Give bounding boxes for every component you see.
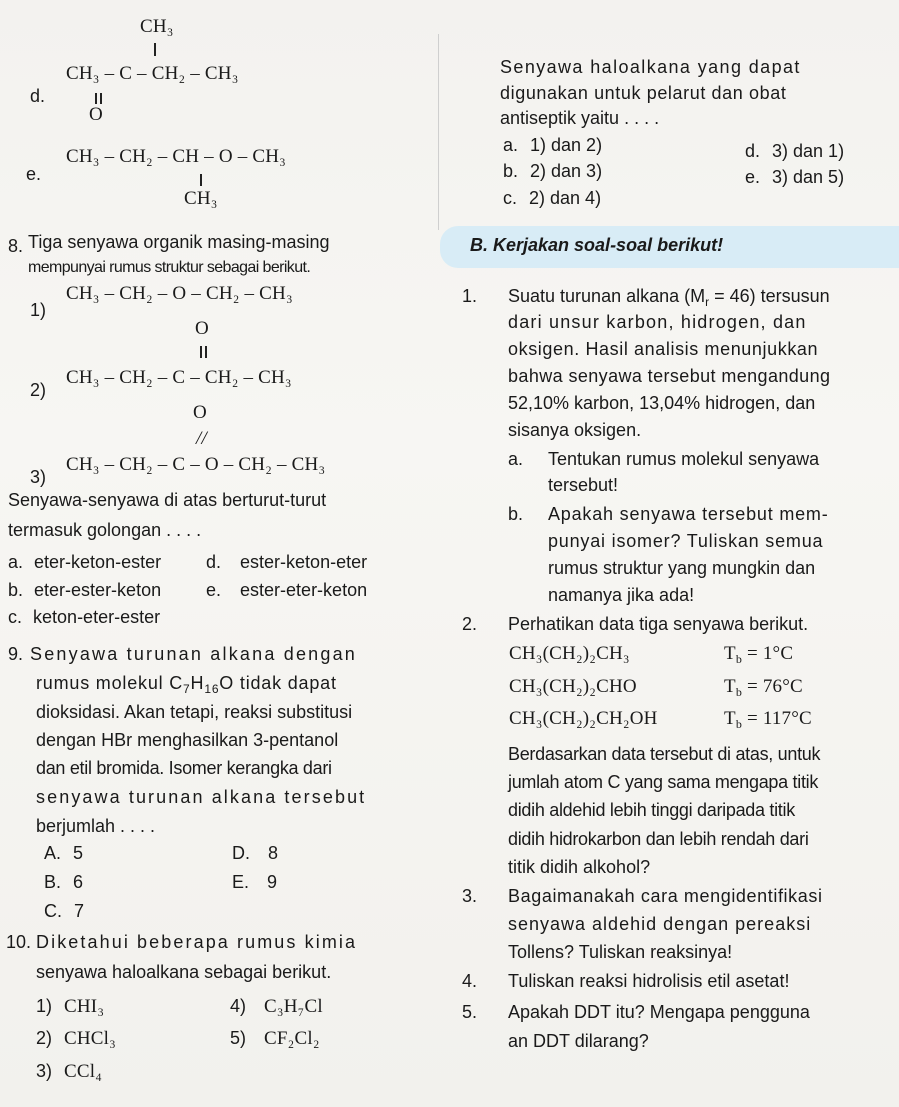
q8-option-c-letter: c. [8, 607, 23, 627]
q10-option-a-letter: a. [503, 135, 519, 155]
q10-item-5 [230, 1028, 320, 1050]
e2-line3: jumlah atom C yang sama mengapa titik [508, 772, 819, 792]
q10-item-1-number: 1) [36, 996, 53, 1016]
q9-option-b-text: 6 [73, 872, 84, 892]
e1-line4: bahwa senyawa tersebut mengandung [508, 366, 831, 386]
e4-line1: Tuliskan reaksi hidrolisis etil asetat! [508, 971, 790, 991]
q9-line5: dan etil bromida. Isomer kerangka dari [36, 758, 332, 778]
q10-item-1-formula: CHI₃ [64, 996, 105, 1017]
q8-s1-formula: CH₃ – CH₂ – O – CH₂ – CH₃ [66, 283, 293, 304]
section-b-banner [440, 226, 899, 268]
q10-item-4-formula: C₃H₇Cl [264, 996, 323, 1017]
q10-number: 10. [6, 932, 32, 952]
q9-line2-part-a: rumus molekul C [36, 673, 184, 693]
e2-row1-formula: CH₃(CH₂)₂CH₃ [509, 643, 630, 664]
q10-item-1 [36, 996, 104, 1018]
q8-option-a-text: eter-keton-ester [34, 552, 162, 572]
q9-option-e-text: 9 [267, 872, 278, 892]
q8-option-b-text: eter-ester-keton [34, 580, 162, 600]
q7-d-vertical-bond [154, 43, 156, 56]
q8-option-e[interactable] [206, 580, 367, 601]
q10-line1: Diketahui beberapa rumus kimia [36, 932, 358, 952]
q9-option-e[interactable] [232, 872, 277, 893]
q9-number: 9. [8, 644, 24, 664]
e3-number: 3. [462, 886, 478, 906]
q10-option-c[interactable] [503, 188, 601, 209]
q10-option-c-letter: c. [503, 188, 518, 208]
q8-option-b[interactable] [8, 580, 161, 601]
q7-d-main-chain: CH₃ – C – CH₂ – CH₃ [66, 63, 239, 84]
q9-option-c-text: 7 [74, 901, 85, 921]
q10-option-b[interactable] [503, 161, 602, 182]
e1-b-line2: punyai isomer? Tuliskan semua [548, 531, 824, 551]
e1-b-line1: Apakah senyawa tersebut mem- [548, 504, 829, 524]
q10-option-b-text: 2) dan 3) [530, 161, 603, 181]
q8-question-line1: Senyawa-senyawa di atas berturut-turut [8, 490, 327, 510]
e2-row1-boiling-point: $T_b = 1^\circ C$ [724, 643, 794, 666]
q10-item-4 [230, 996, 323, 1018]
q7-option-e-letter: e. [26, 164, 42, 184]
q9-line2-sub-carbon: 7 [183, 682, 191, 696]
q10-cont-line3: antiseptik yaitu . . . . [500, 108, 660, 128]
q8-s2-number: 2) [30, 380, 47, 400]
e1-number: 1. [462, 286, 478, 306]
e4-number: 4. [462, 971, 478, 991]
q9-line6: senyawa turunan alkana tersebut [36, 787, 367, 807]
q7-e-vertical-bond [200, 174, 202, 186]
e2-row3-formula: CH₃(CH₂)₂CH₂OH [509, 708, 658, 729]
e2-row2-boiling-point: $T_b = 76^\circ C$ [724, 676, 803, 699]
e1-a-line1: Tentukan rumus molekul senyawa [548, 449, 820, 469]
q8-s2-double-bond-a [200, 346, 202, 358]
q9-option-b[interactable] [44, 872, 83, 893]
e1-line1-sub: r [705, 295, 710, 309]
e1-b-label: b. [508, 504, 524, 524]
e3-line1: Bagaimanakah cara mengidentifikasi [508, 886, 823, 906]
q8-option-a[interactable] [8, 552, 161, 573]
e3-line3: Tollens? Tuliskan reaksinya! [508, 942, 733, 962]
q9-line4: dengan HBr menghasilkan 3-pentanol [36, 730, 339, 750]
q8-s3-oxygen: O [193, 402, 207, 423]
e5-number: 5. [462, 1002, 478, 1022]
q10-cont-line2: digunakan untuk pelarut dan obat [500, 83, 787, 103]
q9-line2-sub-hydrogen: 16 [204, 682, 220, 696]
q10-option-c-text: 2) dan 4) [529, 188, 602, 208]
q9-line1: Senyawa turunan alkana dengan [30, 644, 358, 664]
q9-line2 [36, 673, 337, 696]
q9-option-a[interactable] [44, 843, 83, 864]
q10-option-e-text: 3) dan 5) [772, 167, 845, 187]
e2-line5: didih hidrokarbon dan lebih rendah dari [508, 829, 809, 849]
q9-option-c-letter: C. [44, 901, 62, 921]
e1-line1-part-b: = 46) tersusun [709, 286, 830, 306]
q9-line3: dioksidasi. Akan tetapi, reaksi substitusi [36, 702, 353, 722]
q8-option-c[interactable] [8, 607, 160, 628]
q8-number: 8. [8, 236, 24, 256]
e1-a-label: a. [508, 449, 524, 469]
q8-option-c-text: keton-eter-ester [33, 607, 161, 627]
q9-option-c[interactable] [44, 901, 84, 922]
q8-s2-formula: CH₃ – CH₂ – C – CH₂ – CH₃ [66, 367, 292, 388]
section-b-heading: B. Kerjakan soal-soal berikut! [470, 235, 724, 255]
e1-line1-part-a: Suatu turunan alkana (M [508, 286, 706, 306]
q9-option-a-text: 5 [73, 843, 84, 863]
q8-option-e-text: ester-eter-keton [240, 580, 368, 600]
q10-option-d-text: 3) dan 1) [772, 141, 845, 161]
e2-line6: titik didih alkohol? [508, 857, 651, 877]
e2-line1: Perhatikan data tiga senyawa berikut. [508, 614, 809, 634]
q10-option-e[interactable] [745, 167, 844, 188]
q8-option-a-letter: a. [8, 552, 24, 572]
q7-e-main-chain: CH₃ – CH₂ – CH – O – CH₃ [66, 146, 286, 167]
q10-cont-line1: Senyawa haloalkana yang dapat [500, 57, 801, 77]
e2-number: 2. [462, 614, 478, 634]
q8-option-d[interactable] [206, 552, 367, 573]
q10-option-e-letter: e. [745, 167, 761, 187]
q10-item-5-formula: CF₂Cl₂ [264, 1028, 320, 1049]
q10-item-3-number: 3) [36, 1061, 53, 1081]
q10-option-d[interactable] [745, 141, 844, 162]
q8-s2-double-bond-b [205, 346, 207, 358]
e1-line5: 52,10% karbon, 13,04% hidrogen, dan [508, 393, 816, 413]
q10-item-3-formula: CCl₄ [64, 1061, 103, 1082]
e1-b-line3: rumus struktur yang mungkin dan [548, 558, 816, 578]
e2-line4: didih aldehid lebih tinggi daripada titik [508, 800, 795, 820]
q10-option-a-text: 1) dan 2) [530, 135, 603, 155]
e1-b-line4: namanya jika ada! [548, 585, 695, 605]
q10-item-2-formula: CHCl₃ [64, 1028, 116, 1049]
e1-a-line2: tersebut! [548, 475, 619, 495]
e2-row2-formula: CH₃(CH₂)₂CHO [509, 676, 637, 697]
q10-line2: senyawa haloalkana sebagai berikut. [36, 962, 332, 982]
q10-item-2-number: 2) [36, 1028, 53, 1048]
e1-line2: dari unsur karbon, hidrogen, dan [508, 312, 807, 332]
q9-option-d-text: 8 [268, 843, 279, 863]
q10-item-4-number: 4) [230, 996, 247, 1016]
q10-option-d-letter: d. [745, 141, 761, 161]
q8-option-e-letter: e. [206, 580, 222, 600]
q9-line2-part-c: O tidak dapat [219, 673, 337, 693]
q8-stem-line2: mempunyai rumus struktur sebagai berikut. [28, 259, 311, 276]
e1-line3: oksigen. Hasil analisis menunjukkan [508, 339, 819, 359]
e1-line1 [508, 286, 830, 309]
q9-option-d[interactable] [232, 843, 278, 864]
q8-option-d-letter: d. [206, 552, 222, 572]
q9-line7: berjumlah . . . . [36, 816, 156, 836]
e2-row3-boiling-point: $T_b = 117^\circ C$ [724, 708, 812, 731]
q10-option-a[interactable] [503, 135, 602, 156]
q8-s3-number: 3) [30, 467, 47, 487]
q9-option-d-letter: D. [232, 843, 250, 863]
q8-s2-oxygen: O [195, 318, 209, 339]
q8-question-line2: termasuk golongan . . . . [8, 520, 202, 540]
e5-line2: an DDT dilarang? [508, 1031, 649, 1051]
q9-option-b-letter: B. [44, 872, 62, 892]
q10-item-3 [36, 1061, 102, 1083]
q9-option-e-letter: E. [232, 872, 250, 892]
e2-line2: Berdasarkan data tersebut di atas, untuk [508, 744, 821, 764]
q7-d-carbonyl-oxygen: O [89, 104, 103, 125]
q10-option-b-letter: b. [503, 161, 519, 181]
q9-line2-part-b: H [190, 673, 205, 693]
e1-line6: sisanya oksigen. [508, 420, 642, 440]
q7-d-double-bond-a [95, 93, 97, 104]
q8-stem-line1: Tiga senyawa organik masing-masing [28, 232, 330, 252]
column-divider [438, 34, 439, 230]
q8-option-b-letter: b. [8, 580, 24, 600]
q7-option-d-letter: d. [30, 86, 46, 106]
q10-item-5-number: 5) [230, 1028, 247, 1048]
q9-option-a-letter: A. [44, 843, 62, 863]
q7-d-double-bond-b [100, 93, 102, 104]
e3-line2: senyawa aldehid dengan pereaksi [508, 914, 812, 934]
q8-s3-double-bond: // [196, 428, 207, 449]
q8-s1-number: 1) [30, 300, 47, 320]
q7-e-methyl-branch: CH₃ [184, 188, 218, 209]
q7-d-methyl-branch: CH₃ [140, 16, 174, 37]
q10-item-2 [36, 1028, 116, 1050]
e5-line1: Apakah DDT itu? Mengapa pengguna [508, 1002, 810, 1022]
q8-s3-formula: CH₃ – CH₂ – C – O – CH₂ – CH₃ [66, 454, 326, 475]
q8-option-d-text: ester-keton-eter [240, 552, 368, 572]
